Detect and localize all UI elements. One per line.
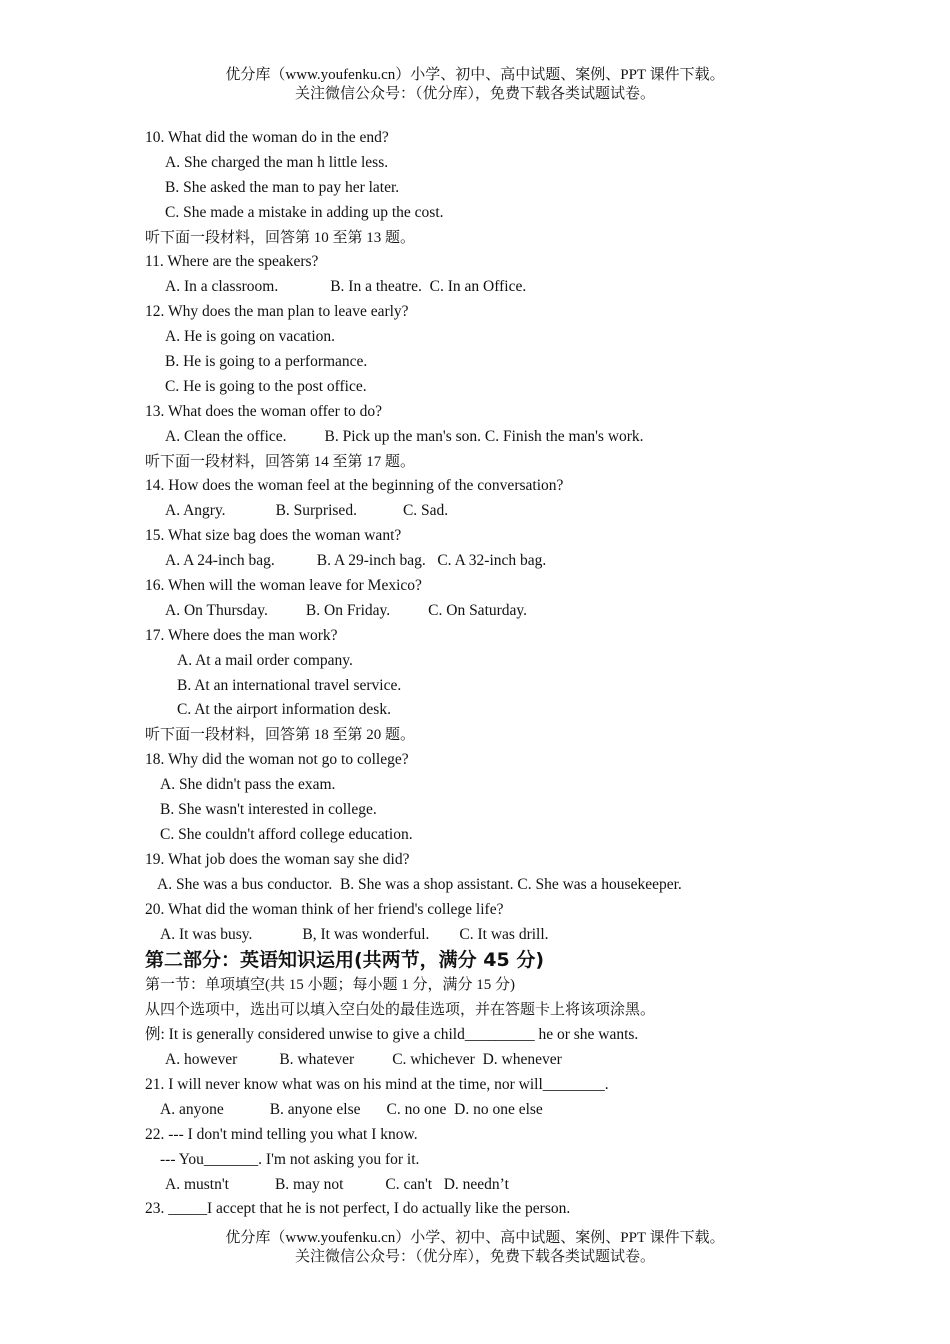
question-17-option-c: C. At the airport information desk. xyxy=(177,701,391,719)
exam-content xyxy=(145,126,885,1222)
question-20-option-a: A. It was busy. xyxy=(160,925,253,943)
footer-line-2: 关注微信公众号：（优分库），免费下载各类试题试卷。 xyxy=(294,1249,655,1265)
question-15-stem: 15. What size bag does the woman want? xyxy=(145,527,402,545)
question-10-stem: 10. What did the woman do in the end? xyxy=(145,129,389,146)
question-19-stem: 19. What job does the woman say she did? xyxy=(145,850,410,868)
question-22-stem: 22. --- I don't mind telling you what I know. xyxy=(145,1125,418,1143)
question-18-option-a: A. She didn't pass the exam. xyxy=(160,776,336,794)
question-16-option-b: B. On Friday. xyxy=(305,601,391,619)
question-10-option-b: B. She asked the man to pay her later. xyxy=(165,178,400,196)
page-header xyxy=(0,66,950,104)
example-option-b: B. whatever xyxy=(279,1051,355,1069)
question-19-option-a: A. She was a bus conductor. xyxy=(157,875,333,893)
question-15-option-a: A. A 24-inch bag. xyxy=(165,552,275,570)
header-line-1: 优分库（www.youfenku.cn）小学、初中、高中试题、案例、PPT 课件下载。 xyxy=(225,67,725,83)
question-19-options xyxy=(145,873,885,898)
question-20-option-b: B, It was wonderful. xyxy=(302,925,430,943)
question-12-option-b: B. He is going to a performance. xyxy=(165,353,368,371)
example-option-a: A. however xyxy=(165,1051,238,1069)
question-22-stem-2: --- You_______. I'm not asking you for it. xyxy=(160,1150,420,1168)
question-20-option-c: C. It was drill. xyxy=(459,925,549,943)
example-stem: 例: It is generally considered unwise to give a child_________ he or she wants. xyxy=(145,1026,639,1044)
section-1-instruction: 从四个选项中，选出可以填入空白处的最佳选项，并在答题卡上将该项涂黑。 xyxy=(145,1002,656,1019)
listening-instruction-18-20: 听下面一段材料，回答第 18 至第 20 题。 xyxy=(145,727,416,744)
question-20-stem: 20. What did the woman think of her friend's college life? xyxy=(145,900,504,918)
question-17-option-a: A. At a mail order company. xyxy=(177,651,353,669)
question-10-option-a: A. She charged the man h little less. xyxy=(165,153,389,171)
question-23-stem: 23. _____I accept that he is not perfect, I do actually like the person. xyxy=(145,1200,571,1218)
page-footer xyxy=(0,1229,950,1267)
question-21-option-c: C. no one xyxy=(386,1100,447,1118)
question-11-options xyxy=(145,275,885,300)
question-15-options xyxy=(145,549,885,574)
question-16-options xyxy=(145,599,885,624)
question-13-option-a: A. Clean the office. xyxy=(165,427,287,445)
question-11-option-a: A. In a classroom. xyxy=(165,278,279,296)
listening-instruction-10-13: 听下面一段材料，回答第 10 至第 13 题。 xyxy=(145,229,416,246)
question-17-option-b: B. At an international travel service. xyxy=(177,676,402,694)
question-11-stem: 11. Where are the speakers? xyxy=(145,253,319,271)
question-10-option-c: C. She made a mistake in adding up the cost. xyxy=(165,203,444,221)
question-22-options xyxy=(145,1173,885,1198)
question-13-stem: 13. What does the woman offer to do? xyxy=(145,402,383,420)
question-12-option-c: C. He is going to the post office. xyxy=(165,377,367,395)
listening-instruction-14-17: 听下面一段材料，回答第 14 至第 17 题。 xyxy=(145,453,416,470)
question-13-option-b: B. Pick up the man's son. xyxy=(324,427,482,445)
question-14-option-a: A. Angry. xyxy=(165,502,226,520)
question-22-option-d: D. needn’t xyxy=(443,1175,509,1193)
question-22-option-b: B. may not xyxy=(274,1175,344,1193)
question-21-option-d: D. no one else xyxy=(454,1100,543,1118)
question-14-option-b: B. Surprised. xyxy=(275,502,357,520)
section-1-title: 第一节：单项填空(共 15 小题；每小题 1 分，满分 15 分) xyxy=(145,977,515,994)
example-option-c: C. whichever xyxy=(392,1051,475,1069)
question-20-options xyxy=(145,923,885,948)
question-18-option-c: C. She couldn't afford college education. xyxy=(160,825,413,843)
question-13-options xyxy=(145,425,885,450)
question-13-option-c: C. Finish the man's work. xyxy=(484,427,644,445)
question-16-stem: 16. When will the woman leave for Mexico? xyxy=(145,577,422,595)
question-12-stem: 12. Why does the man plan to leave early? xyxy=(145,303,409,321)
footer-line-1: 优分库（www.youfenku.cn）小学、初中、高中试题、案例、PPT 课件下载。 xyxy=(225,1230,725,1246)
question-18-option-b: B. She wasn't interested in college. xyxy=(160,801,377,819)
question-11-option-b: B. In a theatre. xyxy=(330,278,422,296)
question-22-option-c: C. can't xyxy=(385,1175,433,1193)
header-line-2: 关注微信公众号：（优分库），免费下载各类试题试卷。 xyxy=(294,86,655,102)
question-16-option-a: A. On Thursday. xyxy=(165,601,268,619)
question-21-stem: 21. I will never know what was on his mind at the time, nor will________. xyxy=(145,1075,609,1093)
example-options xyxy=(145,1048,885,1073)
question-14-options xyxy=(145,499,885,524)
question-14-stem: 14. How does the woman feel at the beginning of the conversation? xyxy=(145,477,564,495)
question-21-option-b: B. anyone else xyxy=(269,1100,361,1118)
question-11-option-c: C. In an Office. xyxy=(429,278,527,296)
question-15-option-b: B. A 29-inch bag. xyxy=(316,552,426,570)
question-15-option-c: C. A 32-inch bag. xyxy=(437,552,547,570)
part-2-title: 第二部分：英语知识运用(共两节，满分 45 分) xyxy=(145,949,545,972)
question-19-option-b: B. She was a shop assistant. xyxy=(339,875,514,893)
question-16-option-c: C. On Saturday. xyxy=(428,601,528,619)
question-18-stem: 18. Why did the woman not go to college? xyxy=(145,751,409,769)
question-22-option-a: A. mustn't xyxy=(165,1175,229,1193)
question-12-option-a: A. He is going on vacation. xyxy=(165,328,336,346)
question-14-option-c: C. Sad. xyxy=(402,502,449,520)
question-19-option-c: C. She was a housekeeper. xyxy=(517,875,682,893)
question-21-options xyxy=(145,1098,885,1123)
question-21-option-a: A. anyone xyxy=(160,1100,224,1118)
example-option-d: D. whenever xyxy=(482,1051,562,1069)
question-17-stem: 17. Where does the man work? xyxy=(145,626,338,644)
